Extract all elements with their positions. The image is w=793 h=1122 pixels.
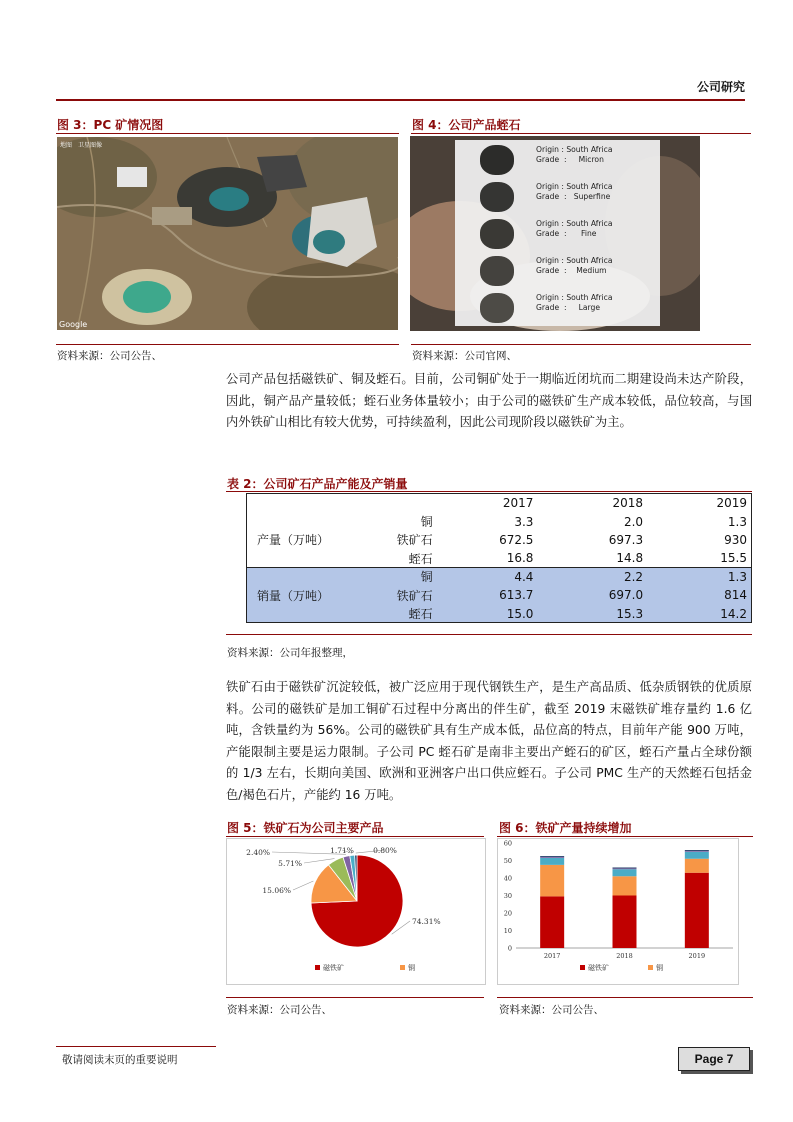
cell: 16.8 [506,551,534,566]
bar-segment [685,859,709,873]
cell: 2.2 [623,569,644,584]
fig4-source: 资料来源：公司官网、 [412,350,517,362]
grade-text: Origin : South Africa Grade : Micron [536,145,613,164]
row-item: 铜 [420,515,433,530]
vermiculite-sample-micron [480,145,514,175]
y-tick-label: 40 [503,874,512,883]
row-item: 铁矿石 [396,533,433,548]
table-row [247,586,751,604]
table2-source: 资料来源：公司年报整理， [227,647,353,659]
pie-leader-line [293,881,313,890]
grade-row [480,145,640,182]
y-tick-label: 30 [503,892,512,900]
table-row [247,512,751,530]
cell: 3.3 [514,514,534,529]
legend-swatch [648,965,653,970]
product-output-table [247,494,751,623]
footer-rule [56,1046,216,1047]
pie-data-label: 0.80% [373,846,397,855]
legend-label: 磁铁矿 [323,964,344,972]
fig6-bottom-rule [497,997,753,998]
cell: 672.5 [499,532,534,547]
stacked-bar-chart [498,839,738,984]
paragraph-products: 公司产品包括磁铁矿、铜及蛭石。目前，公司铜矿处于一期临近闭坑而二期建设尚未达产阶段，因此，铜产品产量较低；蛭石业务体量较小；由于公司的磁铁矿生产成本较低，品位较高，与国内外铁矿山相比有较大优势，可持续盈利，因此公司现阶段以磁铁矿为主。 [226,372,752,429]
legend-label: 铜 [408,964,415,972]
bar-segment [613,868,637,869]
cell: 697.3 [608,532,644,547]
year-header: 2017 [502,496,534,511]
y-tick-label: 50 [503,857,512,865]
table-row [247,549,751,567]
x-tick-label: 2019 [688,952,706,960]
cell: 613.7 [499,588,534,603]
bar-segment [540,856,564,857]
x-tick-label: 2018 [616,952,633,960]
x-tick-label: 2017 [543,952,561,960]
cell: 697.0 [608,588,644,603]
fig3-source: 资料来源：公司公告、 [57,350,162,362]
cell: 1.3 [727,569,747,584]
group-label-production: 产量（万吨） [257,533,330,548]
bar-segment [613,868,637,869]
footer-notice: 敬请阅读末页的重要说明 [62,1054,178,1066]
y-tick-label: 60 [503,839,512,848]
bar-segment [540,857,564,858]
pie-data-label: 1.71% [330,846,354,855]
row-item: 铜 [420,570,433,585]
fig5-title-rule [226,836,484,837]
fig3-bottom-rule [56,344,399,345]
legend-swatch [400,965,405,970]
bar-segment [613,896,637,949]
fig5-chart-box [226,838,486,985]
y-tick-label: 10 [503,927,512,935]
grade-text: Origin : South Africa Grade : Fine [536,219,613,238]
cell: 15.3 [616,606,644,621]
pie-data-label: 15.06% [262,886,291,895]
vermiculite-sample-large [480,293,514,323]
bar-segment [685,851,709,852]
header-divider [56,99,745,101]
bar-segment [685,873,709,948]
cell: 14.8 [616,551,644,566]
header-section-label: 公司研究 [696,80,745,94]
cell: 15.5 [720,551,747,566]
fig3-title-rule [56,133,399,134]
legend-label: 铜 [656,964,663,972]
cell: 814 [724,588,747,603]
fig6-title-rule [497,836,753,837]
grade-list [410,136,700,331]
map-brand-label: Google [59,320,88,329]
cell: 1.3 [727,514,747,529]
grade-row [480,293,640,330]
pie-chart [227,839,485,984]
fig4-bottom-rule [411,344,751,345]
fig4-title: 图 4：公司产品蛭石 [412,118,521,132]
fig6-source: 资料来源：公司公告、 [499,1004,604,1016]
cell: 4.4 [514,569,534,584]
grade-row [480,256,640,293]
cell: 14.2 [720,606,747,621]
table-header-row [247,494,751,512]
y-tick-label: 0 [507,944,512,953]
cell: 15.0 [506,606,534,621]
year-header: 2019 [716,496,747,511]
table-row [247,568,751,586]
pc-mine-satellite-map [57,137,398,330]
legend-label: 磁铁矿 [588,964,609,972]
grade-row [480,219,640,256]
legend-swatch [580,965,585,970]
row-item: 蛭石 [408,607,433,622]
vermiculite-sample-medium [480,256,514,286]
grade-text: Origin : South Africa Grade : Superfine [536,182,613,201]
fig3-title: 图 3：PC 矿情况图 [57,118,164,132]
grade-text: Origin : South Africa Grade : Large [536,293,613,312]
group-label-sales: 销量（万吨） [257,588,330,603]
bar-segment [540,865,564,897]
table2-title: 表 2：公司矿石产品产能及产销量 [227,477,408,491]
table2-bottom-rule [226,634,752,635]
table-row [247,531,751,549]
pie-leader-line [304,859,334,863]
table2-title-rule [226,491,752,492]
page-number: Page 7 [678,1047,750,1071]
pie-data-label: 2.40% [246,848,270,857]
bar-segment [685,852,709,859]
fig6-chart-box [497,838,739,985]
legend-swatch [315,965,320,970]
vermiculite-product-photo [410,136,700,331]
bar-segment [685,850,709,851]
fig5-bottom-rule [226,997,484,998]
map-type-overlay: 地图 卫星图像 [60,142,103,149]
bar-segment [540,858,564,865]
fig5-source: 资料来源：公司公告、 [227,1004,332,1016]
fig6-title: 图 6：铁矿产量持续增加 [499,821,632,835]
pie-data-label: 74.31% [412,917,441,926]
bar-segment [613,869,637,876]
row-item: 蛭石 [408,551,433,566]
fig5-title: 图 5：铁矿石为公司主要产品 [227,821,384,835]
cell: 2.0 [623,514,644,529]
table-row [247,604,751,622]
vermiculite-sample-superfine [480,182,514,212]
row-item: 铁矿石 [396,588,433,603]
fig4-title-rule [411,133,751,134]
y-tick-label: 20 [503,909,512,918]
bar-segment [540,896,564,948]
grade-row [480,182,640,219]
cell: 930 [724,532,747,547]
vermiculite-sample-fine [480,219,514,249]
bar-segment [613,876,637,895]
pie-data-label: 5.71% [278,859,302,868]
paragraph-magnetite: 铁矿石由于磁铁矿沉淀较低，被广泛应用于现代钢铁生产，是生产高品质、低杂质钢铁的优质原料。公司的磁铁矿是加工铜矿石过程中分离出的伴生矿，截至 2019 末磁铁矿堆存量约 1.6 亿吨，含铁量约为 56%。公司的磁铁矿具有生产成本低，品位高的特点，目前年产能 900 万吨，产能限制主要是运力限制。子公司 PC 蛭石矿是南非主要出产蛭石的矿区，蛭石产量占全球份额的 1/3 左右，长期向美国、欧洲和亚洲客户出口供应蛭石。子公司 PMC 生产的天然蛭石包括金色/褐色石片，产能约 16 万吨。 [226,680,752,802]
grade-text: Origin : South Africa Grade : Medium [536,256,613,275]
table2-frame [246,493,752,623]
year-header: 2018 [612,496,644,511]
